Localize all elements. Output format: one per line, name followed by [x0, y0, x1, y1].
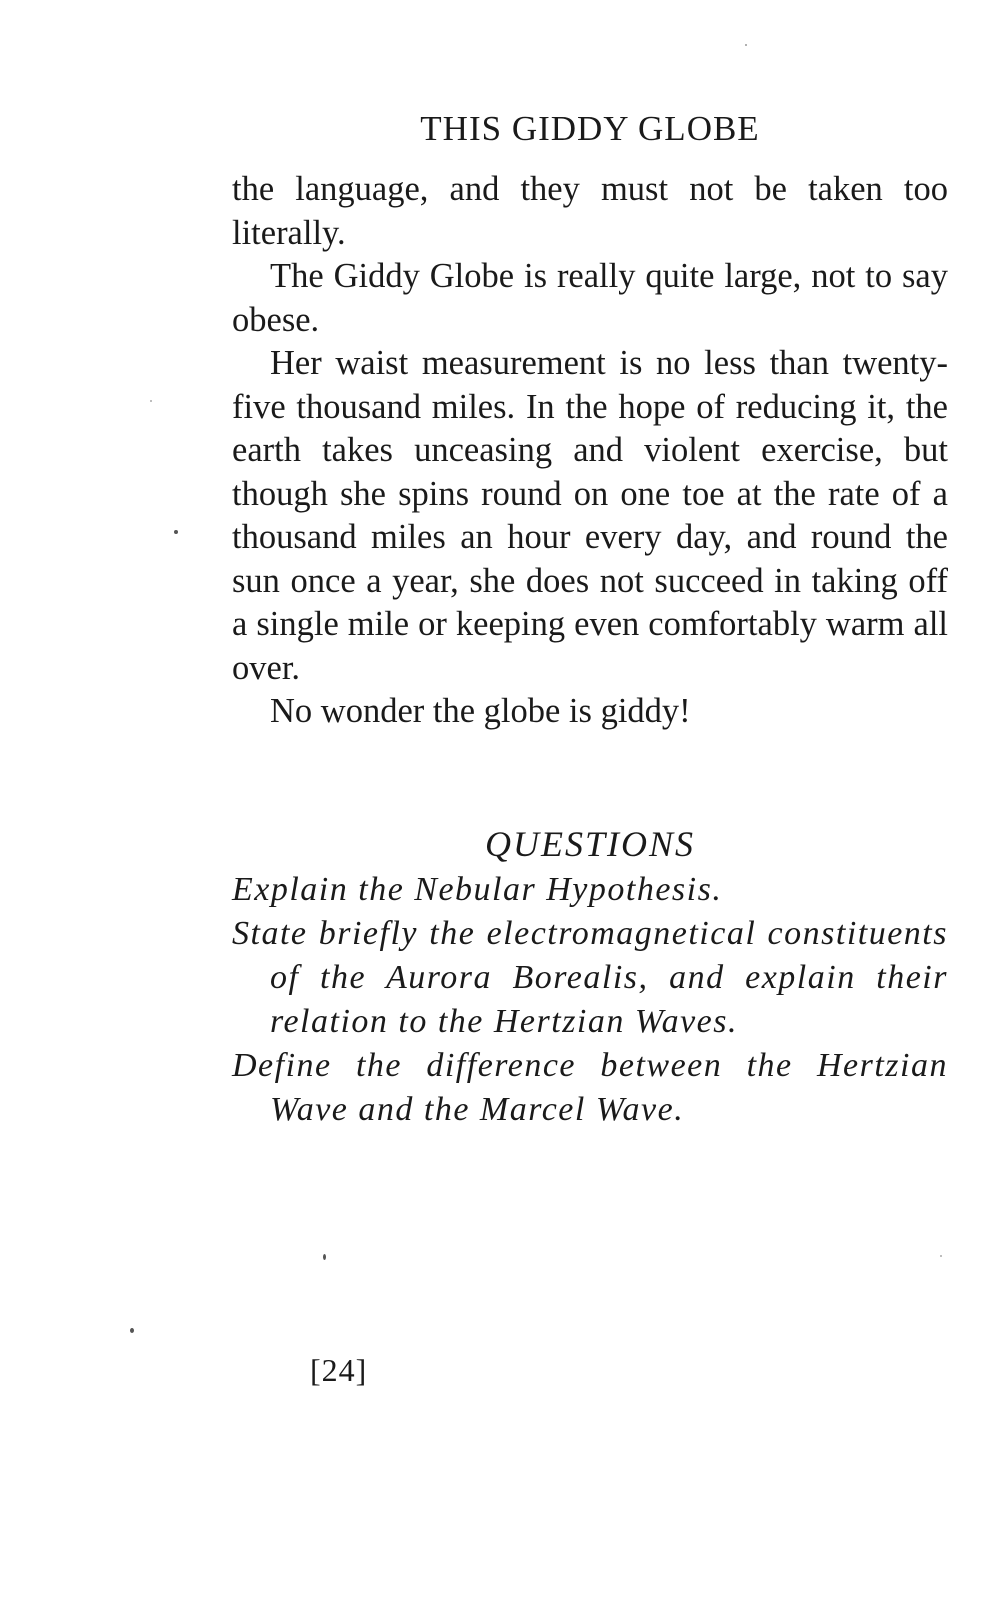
question-item: State briefly the electromagnetical constituents of the Aurora Borealis, and explain their relation to the Hertzian Waves.	[232, 915, 948, 1040]
body-text	[232, 168, 948, 734]
scan-speck	[174, 530, 178, 534]
question-item: Explain the Nebular Hypothesis.	[232, 871, 723, 908]
scan-speck	[323, 1254, 326, 1260]
page-number: [24]	[310, 1352, 368, 1388]
paragraph: No wonder the globe is giddy!	[270, 692, 691, 730]
scan-speck	[150, 400, 152, 402]
questions-heading: QUESTIONS	[484, 824, 695, 864]
questions-list	[232, 868, 948, 1132]
scan-speck	[745, 44, 747, 46]
paragraph: The Giddy Globe is really quite large, not to say obese.	[232, 257, 948, 339]
paragraph: Her waist measurement is no less than twenty-five thousand miles. In the hope of reducing it, the earth takes unceasing and violent exercise, but though she spins round on one toe at the rate of a thousand miles an hour every day, and round the sun once a year, she does not succeed in taking off a single mile or keeping even comfortably warm all over.	[232, 344, 948, 687]
running-head: THIS GIDDY GLOBE	[420, 109, 760, 148]
scan-speck	[940, 1255, 942, 1257]
scan-speck	[130, 1328, 134, 1333]
question-item: Define the difference between the Hertzian Wave and the Marcel Wave.	[232, 1047, 948, 1128]
paragraph: the language, and they must not be taken too literally.	[232, 170, 948, 252]
